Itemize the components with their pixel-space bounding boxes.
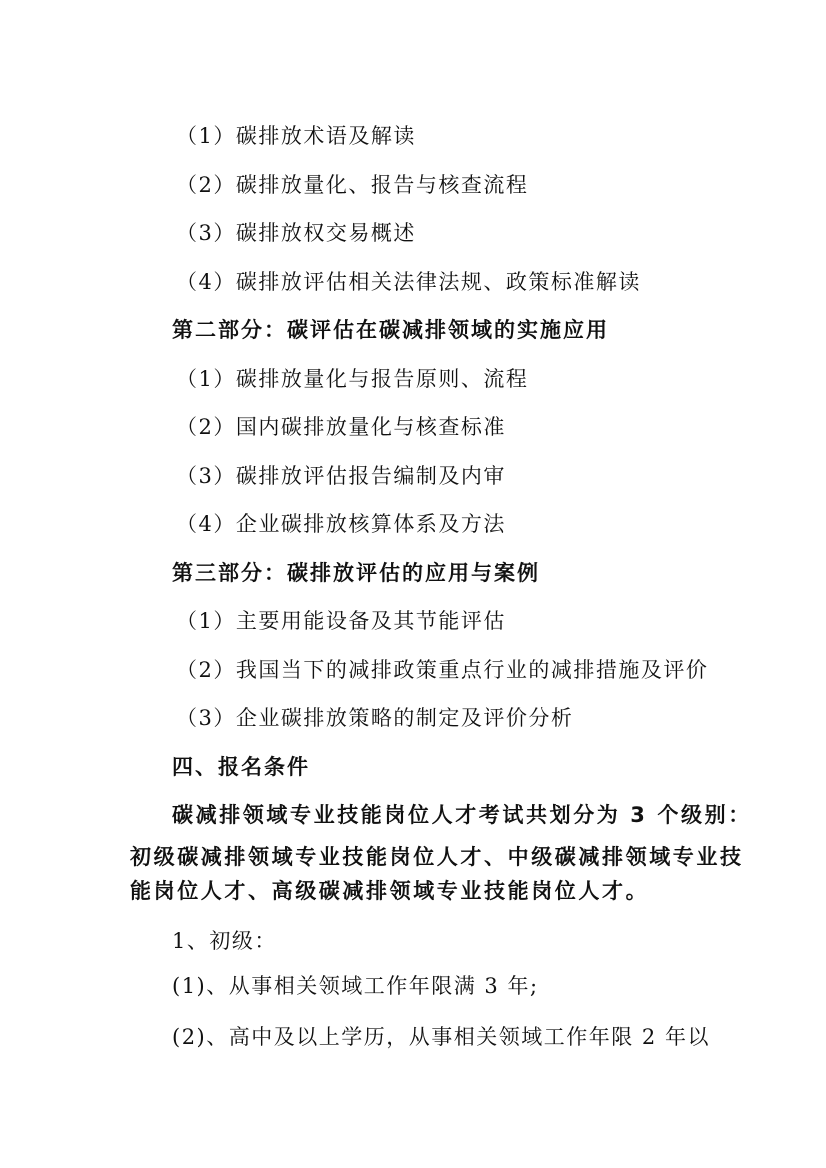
part3-item-3: （3）企业碳排放策略的制定及评价分析 <box>176 706 574 730</box>
part2-item-4: （4）企业碳排放核算体系及方法 <box>176 512 506 536</box>
level1-item-1: (1)、从事相关领域工作年限满 3 年; <box>172 974 539 998</box>
part1-item-2: （2）碳排放量化、报告与核查流程 <box>176 173 529 197</box>
part1-item-1: （1）碳排放术语及解读 <box>176 124 416 148</box>
part3-item-1: （1）主要用能设备及其节能评估 <box>176 609 506 633</box>
part3-heading: 第三部分：碳排放评估的应用与案例 <box>172 561 540 585</box>
eligibility-paragraph-line-2: 初级碳减排领域专业技能岗位人才、中级碳减排领域专业技 <box>130 845 744 869</box>
level1-item-2: (2)、高中及以上学历，从事相关领域工作年限 2 年以 <box>172 1025 710 1049</box>
part3-item-2: （2）我国当下的减排政策重点行业的减排措施及评价 <box>176 658 709 682</box>
part1-item-3: （3）碳排放权交易概述 <box>176 221 416 245</box>
part2-heading: 第二部分：碳评估在碳减排领域的实施应用 <box>172 318 609 342</box>
part2-item-1: （1）碳排放量化与报告原则、流程 <box>176 367 529 391</box>
section4-heading: 四、报名条件 <box>172 755 310 779</box>
eligibility-paragraph-line-3: 能岗位人才、高级碳减排领域专业技能岗位人才。 <box>130 879 650 903</box>
part2-item-2: （2）国内碳排放量化与核查标准 <box>176 415 506 439</box>
part1-item-4: （4）碳排放评估相关法律法规、政策标准解读 <box>176 270 641 294</box>
eligibility-paragraph-line-1: 碳减排领域专业技能岗位人才考试共划分为 3 个级别： <box>172 803 752 827</box>
part2-item-3: （3）碳排放评估报告编制及内审 <box>176 464 506 488</box>
level1-heading: 1、初级： <box>172 929 277 953</box>
